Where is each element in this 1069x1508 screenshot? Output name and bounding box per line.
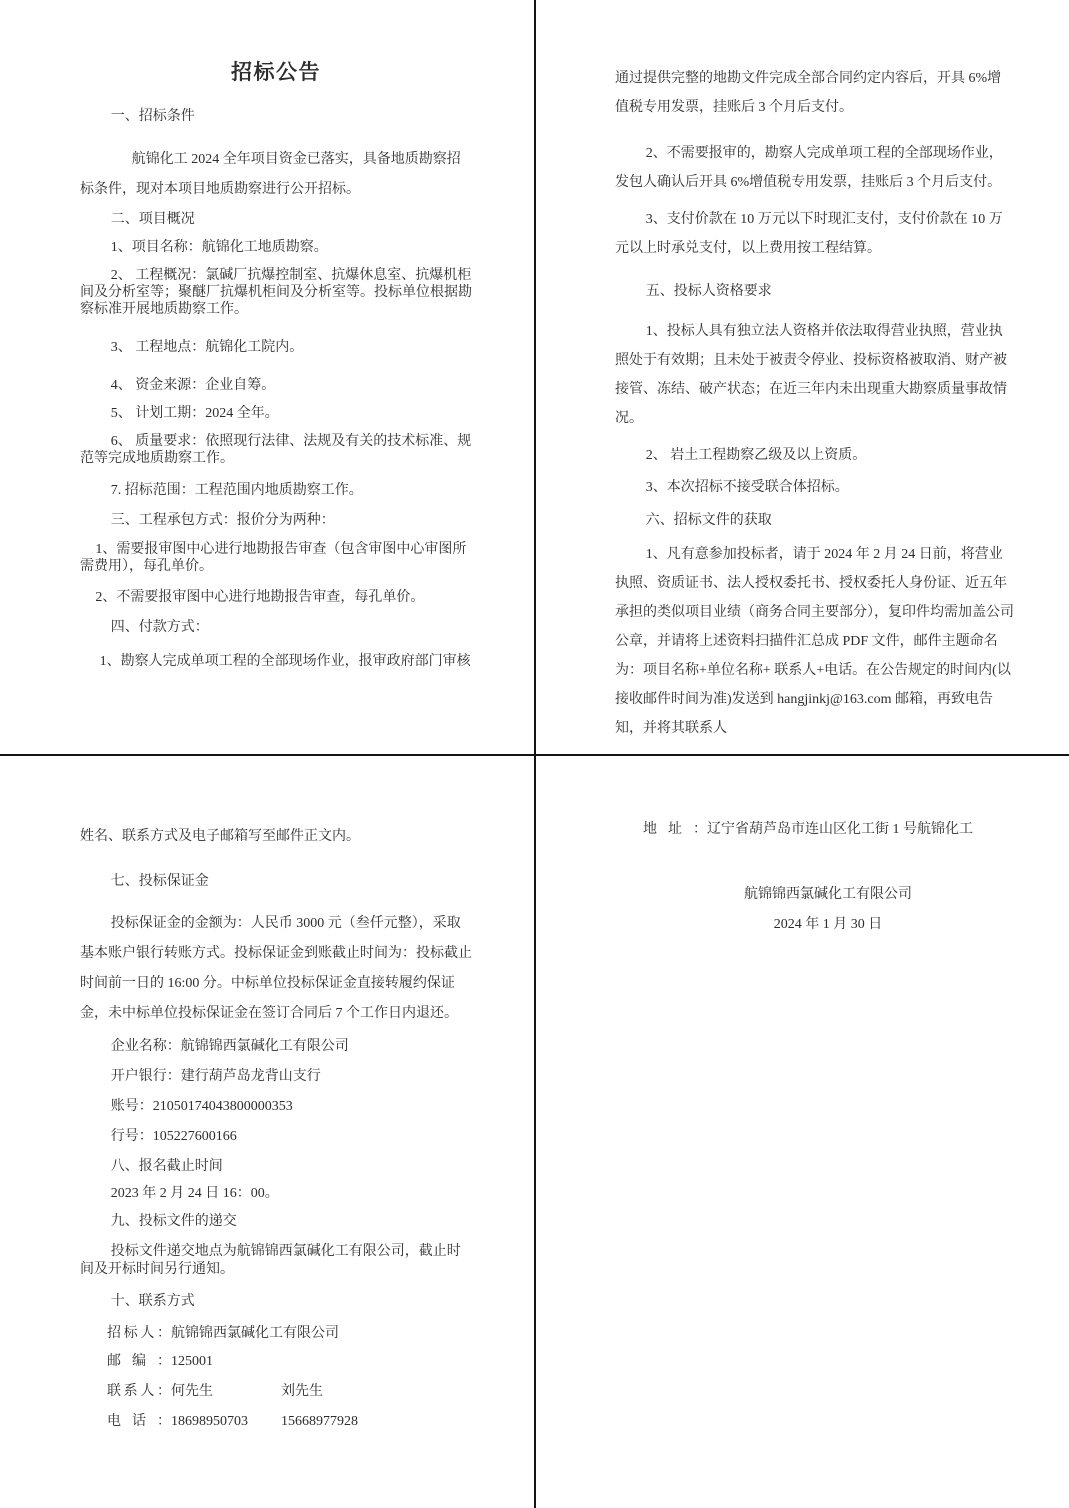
contact-row-persons (107, 1383, 472, 1401)
section-heading: 八、报名截止时间 (110, 1159, 223, 1174)
contact-phone-1: 18698950703 (171, 1414, 248, 1429)
section-heading: 一、招标条件 (110, 109, 195, 124)
section-heading: 七、投标保证金 (110, 874, 209, 889)
doc-paragraph: 2、 工程概况：氯碱厂抗爆控制室、抗爆休息室、抗爆机柜间及分析室等；聚醚厂抗爆机柜间及分析室等。投标单位根据勘察标准开展地质勘察工作。 (80, 268, 472, 317)
doc-paragraph: 通过提供完整的地勘文件完成全部合同约定内容后，开具 6%增值税专用发票，挂账后 3 个月后支付。 (615, 71, 1002, 115)
address-label: 地址： (643, 822, 707, 837)
doc-paragraph: 企业名称：航锦锦西氯碱化工有限公司 (110, 1039, 349, 1054)
contact-row-phones (107, 1413, 472, 1431)
doc-paragraph: 4、 资金来源：企业自筹。 (110, 378, 276, 393)
section-heading: 四、付款方式： (110, 620, 209, 635)
section-heading: 六、招标文件的获取 (645, 513, 772, 528)
doc-paragraph: 3、 工程地点：航锦化工院内。 (110, 340, 304, 355)
contact-label: 招标人： (107, 1326, 171, 1341)
document-title: 招标公告 (231, 60, 321, 84)
page-1 (0, 0, 534, 754)
page-2 (536, 0, 1069, 754)
doc-paragraph: 7. 招标范围：工程范围内地质勘察工作。 (110, 483, 363, 498)
doc-paragraph: 投标文件递交地点为航锦锦西氯碱化工有限公司，截止时间及开标时间另行通知。 (80, 1244, 461, 1277)
contact-label: 电话： (107, 1414, 171, 1429)
doc-paragraph: 3、本次招标不接受联合体招标。 (645, 480, 849, 495)
section-heading: 九、投标文件的递交 (110, 1214, 237, 1229)
doc-paragraph: 2、不需要报审的，勘察人完成单项工程的全部现场作业，发包人确认后开具 6%增值税专用发票，挂账后 3 个月后支付。 (615, 146, 1003, 190)
doc-paragraph: 开户银行：建行葫芦岛龙背山支行 (110, 1069, 321, 1084)
doc-paragraph: 1、凡有意参加投标者，请于 2024 年 2 月 24 日前，将营业执照、资质证书、法人授权委托书、授权委托人身份证、近五年承担的类似项目业绩（商务合同主要部分），复印件均需加盖公司公章，并请将上述资料扫描件汇总成 PDF 文件，邮件主题命名为：项目名称+单位名称+ 联系人+电话。在公告规定的时间内(以接收邮件时间为准)发送到 hangjinkj@163.com 邮箱，再致电告知，并将其联系人 (615, 547, 1014, 736)
section-heading: 十、联系方式 (110, 1294, 195, 1309)
doc-paragraph: 3、支付价款在 10 万元以下时现汇支付，支付价款在 10 万元以上时承兑支付，以上费用按工程结算。 (615, 212, 1003, 256)
signature-company: 航锦锦西氯碱化工有限公司 (744, 887, 912, 902)
doc-paragraph: 账号：21050174043800000353 (110, 1099, 293, 1114)
doc-paragraph: 5、 计划工期：2024 全年。 (110, 406, 279, 421)
doc-paragraph: 2、不需要报审图中心进行地勘报告审查，每孔单价。 (95, 590, 425, 605)
doc-paragraph: 2、 岩土工程勘察乙级及以上资质。 (645, 448, 867, 463)
doc-paragraph: 1、需要报审图中心进行地勘报告审查（包含审图中心审图所需费用），每孔单价。 (80, 542, 467, 574)
doc-paragraph: 姓名、联系方式及电子邮箱写至邮件正文内。 (80, 829, 360, 844)
doc-paragraph: 1、项目名称：航锦化工地质勘察。 (110, 240, 328, 255)
section-heading: 二、项目概况 (110, 212, 195, 227)
doc-paragraph: 航锦化工 2024 全年项目资金已落实，具备地质勘察招标条件，现对本项目地质勘察进行公开招标。 (80, 152, 461, 197)
contact-label: 联系人： (107, 1384, 171, 1399)
contact-row-bidder (107, 1325, 472, 1343)
contact-label: 邮编： (107, 1354, 171, 1369)
doc-paragraph: 1、投标人具有独立法人资格并依法取得营业执照，营业执照处于有效期；且未处于被责令停业、投标资格被取消、财产被接管、冻结、破产状态；在近三年内未出现重大勘察质量事故情况。 (615, 324, 1007, 426)
doc-paragraph: 6、 质量要求：依照现行法律、法规及有关的技术标准、规范等完成地质勘察工作。 (80, 434, 472, 466)
signature-date: 2024 年 1 月 30 日 (773, 917, 883, 932)
doc-paragraph: 1、勘察人完成单项工程的全部现场作业，报审政府部门审核 (99, 654, 471, 669)
doc-paragraph: 行号：105227600166 (110, 1129, 237, 1144)
address-value: 辽宁省葫芦岛市连山区化工街 1 号航锦化工 (707, 822, 973, 837)
page-divider-horizontal (0, 754, 1069, 756)
page-3 (0, 756, 534, 1508)
contact-person-2: 刘先生 (281, 1384, 323, 1399)
address-row (643, 821, 1016, 839)
contact-person-1: 何先生 (171, 1384, 213, 1399)
section-heading: 五、投标人资格要求 (645, 284, 772, 299)
page-4 (536, 756, 1069, 1508)
section-heading: 三、工程承包方式：报价分为两种： (110, 513, 335, 528)
contact-value: 125001 (171, 1354, 213, 1369)
contact-row-zip (107, 1353, 472, 1371)
doc-paragraph: 2023 年 2 月 24 日 16：00。 (110, 1186, 279, 1201)
contact-phone-2: 15668977928 (281, 1414, 358, 1429)
contact-value: 航锦锦西氯碱化工有限公司 (171, 1326, 339, 1341)
doc-paragraph: 投标保证金的金额为：人民币 3000 元（叁仟元整），采取基本账户银行转账方式。投标保证金到账截止时间为：投标截止时间前一日的 16:00 分。中标单位投标保证金直接转履约保证金，未中标单位投标保证金在签订合同后 7 个工作日内退还。 (80, 916, 472, 1021)
